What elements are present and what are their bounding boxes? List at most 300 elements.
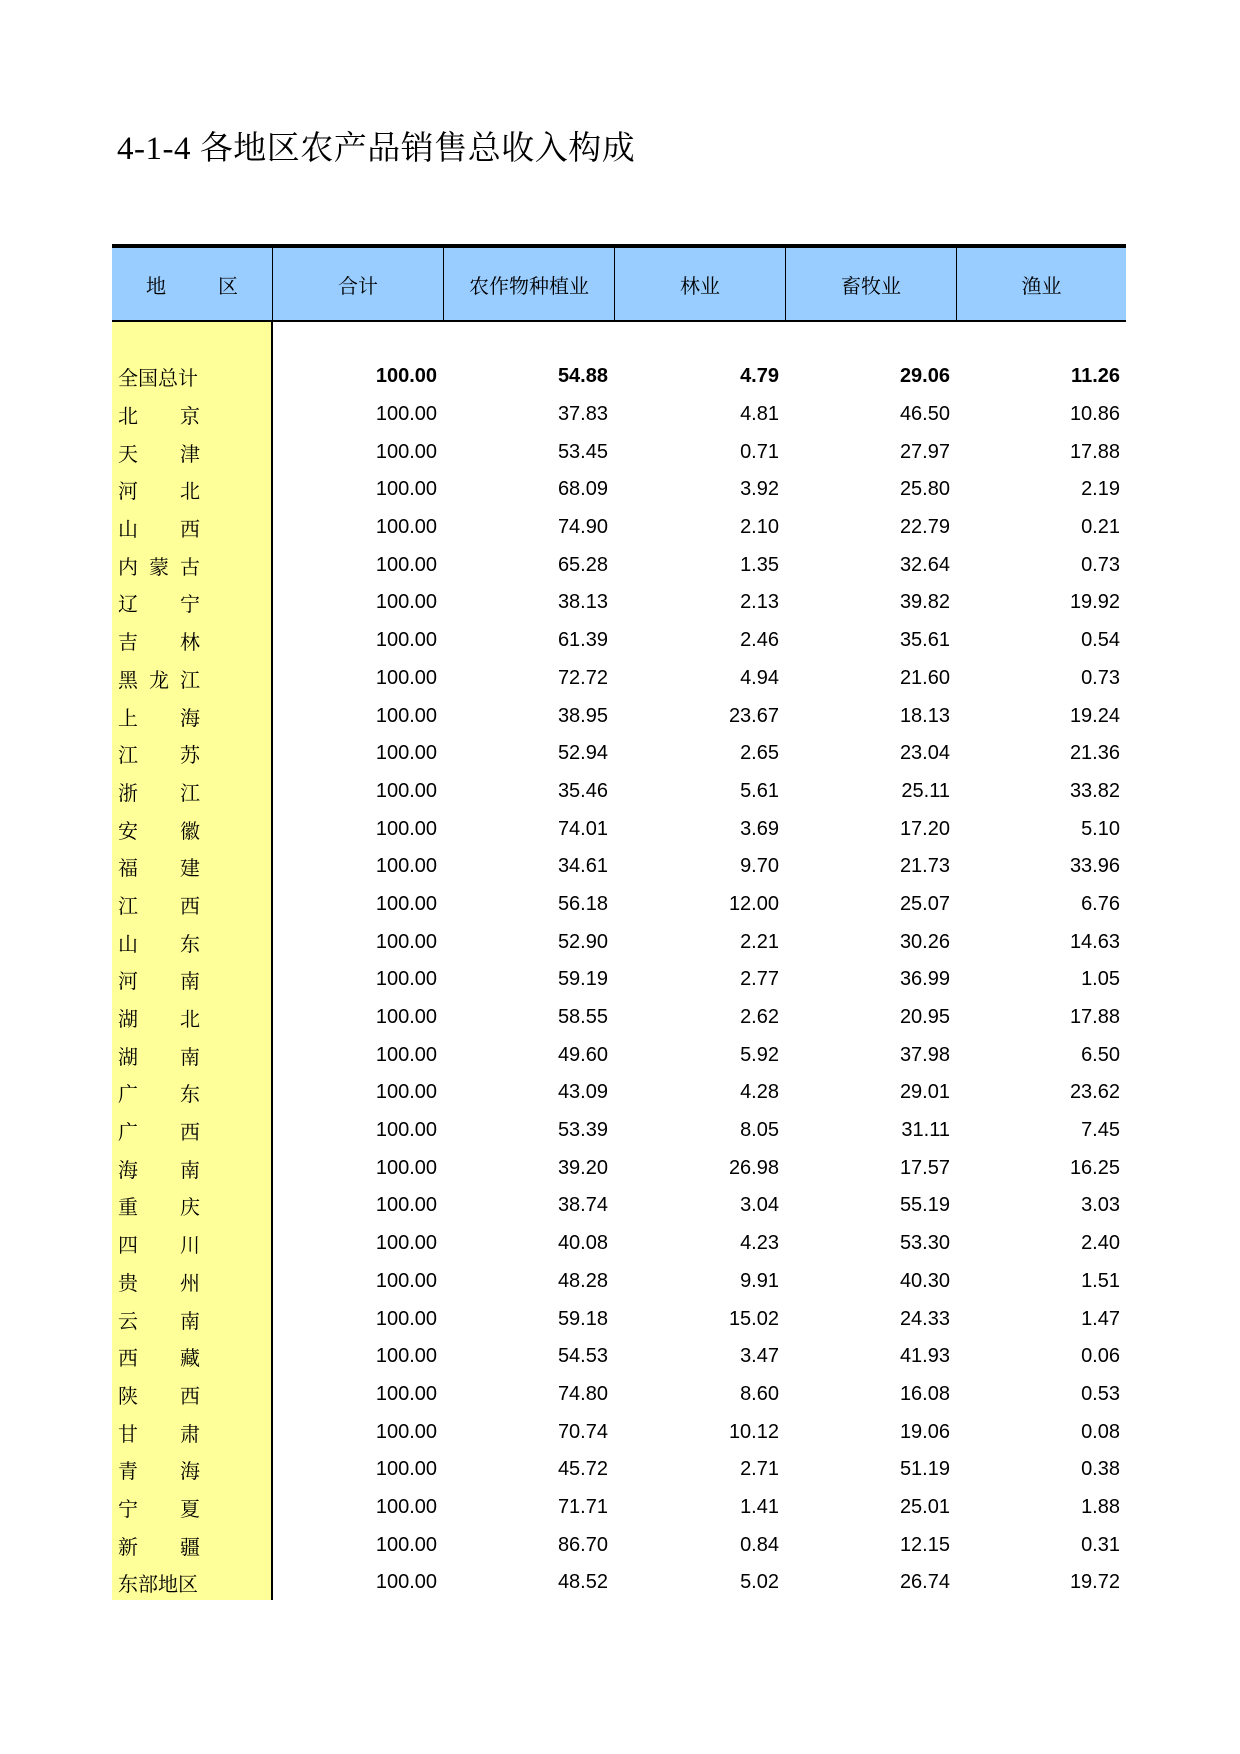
value-cell: 100.00 [375, 968, 437, 991]
value-cell: 2.40 [1081, 1232, 1120, 1255]
table-row [112, 660, 1126, 698]
region-name-spaced [118, 1267, 200, 1296]
value-cell: 19.24 [1069, 704, 1120, 727]
region-name-char: 古 [180, 554, 200, 579]
region-name [112, 1041, 272, 1070]
region-name [112, 626, 272, 655]
value-cell: 1.47 [1081, 1307, 1120, 1330]
value-cell: 4.23 [740, 1232, 779, 1255]
table-row [112, 1263, 1126, 1301]
value-cell: 20.95 [899, 1006, 950, 1029]
value-cell: 0.73 [1081, 666, 1120, 689]
value-cell: 5.61 [740, 779, 779, 802]
value-cell: 10.12 [728, 1420, 779, 1443]
value-cell: 72.72 [557, 666, 608, 689]
region-name-char: 重 [118, 1195, 138, 1220]
value-cell: 56.18 [557, 892, 608, 915]
region-name-char: 内 [118, 554, 138, 579]
value-cell: 100.00 [375, 1533, 437, 1556]
value-cell: 54.88 [557, 365, 608, 388]
region-name-spaced [118, 739, 200, 768]
value-cell: 0.73 [1081, 553, 1120, 576]
region-name-spaced [118, 1342, 200, 1371]
value-cell: 74.90 [557, 516, 608, 539]
value-cell: 5.92 [740, 1043, 779, 1066]
table-row [112, 1300, 1126, 1338]
table-row [112, 1451, 1126, 1489]
region-name-char: 湖 [118, 1044, 138, 1069]
value-cell: 0.21 [1081, 516, 1120, 539]
value-cell: 17.88 [1069, 440, 1120, 463]
table-body [112, 322, 1126, 1602]
table-row [112, 1149, 1126, 1187]
region-name-spaced [118, 965, 200, 994]
table-row [112, 1112, 1126, 1150]
value-cell: 100.00 [375, 1006, 437, 1029]
table-row [112, 961, 1126, 999]
region-name [112, 362, 272, 391]
region-name-spaced [118, 1493, 200, 1522]
value-cell: 100.00 [375, 1043, 437, 1066]
value-cell: 18.13 [899, 704, 950, 727]
region-name [112, 890, 272, 919]
value-cell: 33.96 [1069, 855, 1120, 878]
region-name [112, 588, 272, 617]
table-row [112, 923, 1126, 961]
value-cell: 29.01 [899, 1081, 950, 1104]
region-name-char: 河 [118, 969, 138, 994]
table-row [112, 1413, 1126, 1451]
value-cell: 17.88 [1069, 1006, 1120, 1029]
value-cell: 15.02 [728, 1307, 779, 1330]
region-name-text: 东部地区 [118, 1572, 198, 1597]
region-name [112, 965, 272, 994]
table-row [112, 1376, 1126, 1414]
value-cell: 23.04 [899, 742, 950, 765]
table-row [112, 886, 1126, 924]
region-name-char: 辽 [118, 592, 138, 617]
header-total: 合计 [272, 248, 443, 320]
table-row [112, 999, 1126, 1037]
region-name-char: 西 [180, 517, 200, 542]
value-cell: 100.00 [375, 779, 437, 802]
region-name-spaced [118, 1078, 200, 1107]
region-name-char: 京 [180, 404, 200, 429]
value-cell: 31.11 [901, 1119, 950, 1142]
value-cell: 100.00 [375, 553, 437, 576]
region-name-char: 南 [180, 1308, 200, 1333]
value-cell: 48.52 [557, 1571, 608, 1594]
region-name-spaced [118, 777, 200, 806]
region-name-char: 陕 [118, 1383, 138, 1408]
value-cell: 100.00 [375, 1382, 437, 1405]
header-region-char-2: 区 [218, 273, 238, 298]
value-cell: 58.55 [557, 1006, 608, 1029]
region-name-char: 疆 [180, 1534, 200, 1559]
table-rows [112, 322, 1126, 1602]
region-name [112, 1531, 272, 1560]
region-name-text: 全国总计 [118, 366, 198, 391]
value-cell: 2.10 [740, 516, 779, 539]
region-name-char: 甘 [118, 1421, 138, 1446]
region-name-char: 江 [118, 893, 138, 918]
value-cell: 36.99 [899, 968, 950, 991]
value-cell: 100.00 [375, 403, 437, 426]
value-cell: 100.00 [375, 1081, 437, 1104]
region-name-char: 湖 [118, 1007, 138, 1032]
table-row [112, 1225, 1126, 1263]
region-name-char: 南 [180, 1044, 200, 1069]
value-cell: 3.92 [740, 478, 779, 501]
table-row [112, 1187, 1126, 1225]
value-cell: 53.39 [557, 1119, 608, 1142]
region-name-char: 州 [180, 1270, 200, 1295]
region-name-spaced [118, 1191, 200, 1220]
value-cell: 100.00 [375, 742, 437, 765]
region-name-char: 福 [118, 856, 138, 881]
region-name [112, 928, 272, 957]
value-cell: 33.82 [1069, 779, 1120, 802]
value-cell: 16.08 [899, 1382, 950, 1405]
value-cell: 0.54 [1081, 629, 1120, 652]
value-cell: 8.05 [740, 1119, 779, 1142]
value-cell: 74.01 [557, 817, 608, 840]
value-cell: 2.62 [740, 1006, 779, 1029]
region-name-char: 蒙 [149, 554, 169, 579]
region-name-char: 江 [180, 667, 200, 692]
value-cell: 1.35 [740, 553, 779, 576]
region-name-char: 浙 [118, 780, 138, 805]
table-row [112, 509, 1126, 547]
region-name [112, 1078, 272, 1107]
region-name-spaced [118, 1229, 200, 1258]
value-cell: 12.15 [899, 1533, 950, 1556]
table-row [112, 1526, 1126, 1564]
value-cell: 0.84 [740, 1533, 779, 1556]
region-name-char: 广 [118, 1082, 138, 1107]
value-cell: 32.64 [899, 553, 950, 576]
value-cell: 0.71 [740, 440, 779, 463]
value-cell: 2.21 [740, 930, 779, 953]
value-cell: 59.19 [557, 968, 608, 991]
value-cell: 100.00 [375, 1571, 437, 1594]
value-cell: 21.60 [899, 666, 950, 689]
region-name-spaced [118, 1531, 200, 1560]
value-cell: 61.39 [557, 629, 608, 652]
value-cell: 27.97 [899, 440, 950, 463]
value-cell: 49.60 [557, 1043, 608, 1066]
region-name-char: 建 [180, 856, 200, 881]
value-cell: 74.80 [557, 1382, 608, 1405]
table-row [112, 433, 1126, 471]
value-cell: 26.74 [899, 1571, 950, 1594]
region-name-char: 吉 [118, 630, 138, 655]
header-region-char-1: 地 [146, 273, 166, 298]
region-name-char: 安 [118, 818, 138, 843]
value-cell: 19.92 [1069, 591, 1120, 614]
region-name-char: 东 [180, 1082, 200, 1107]
region-name [112, 1418, 272, 1447]
region-name [112, 1568, 272, 1597]
region-name-char: 上 [118, 705, 138, 730]
region-name-spaced [118, 1116, 200, 1145]
value-cell: 37.98 [899, 1043, 950, 1066]
value-cell: 4.94 [740, 666, 779, 689]
value-cell: 5.02 [740, 1571, 779, 1594]
region-name-char: 海 [118, 1157, 138, 1182]
value-cell: 100.00 [375, 1232, 437, 1255]
value-cell: 52.94 [557, 742, 608, 765]
region-name-char: 青 [118, 1459, 138, 1484]
value-cell: 100.00 [375, 1345, 437, 1368]
region-name [112, 815, 272, 844]
region-name [112, 1229, 272, 1258]
value-cell: 2.71 [740, 1458, 779, 1481]
region-name-spaced [118, 1154, 200, 1183]
region-name-char: 夏 [180, 1496, 200, 1521]
region-name-spaced [118, 551, 200, 580]
value-cell: 45.72 [557, 1458, 608, 1481]
region-name [112, 400, 272, 429]
value-cell: 37.83 [557, 403, 608, 426]
region-name-spaced [118, 1003, 200, 1032]
value-cell: 23.62 [1069, 1081, 1120, 1104]
value-cell: 2.77 [740, 968, 779, 991]
value-cell: 0.08 [1081, 1420, 1120, 1443]
value-cell: 38.13 [557, 591, 608, 614]
region-name [112, 739, 272, 768]
value-cell: 1.05 [1081, 968, 1120, 991]
value-cell: 2.46 [740, 629, 779, 652]
value-cell: 0.38 [1081, 1458, 1120, 1481]
table-row [112, 622, 1126, 660]
region-name-char: 龙 [149, 667, 169, 692]
table-row [112, 546, 1126, 584]
value-cell: 3.69 [740, 817, 779, 840]
region-name-spaced [118, 513, 200, 542]
value-cell: 53.45 [557, 440, 608, 463]
value-cell: 52.90 [557, 930, 608, 953]
value-cell: 22.79 [899, 516, 950, 539]
region-name-char: 北 [118, 404, 138, 429]
region-name [112, 1154, 272, 1183]
value-cell: 12.00 [728, 892, 779, 915]
region-name-char: 川 [180, 1233, 200, 1258]
region-name-spaced [118, 890, 200, 919]
region-name-spaced [118, 1455, 200, 1484]
value-cell: 54.53 [557, 1345, 608, 1368]
region-name-char: 徽 [180, 818, 200, 843]
region-name-char: 南 [180, 969, 200, 994]
value-cell: 10.86 [1069, 403, 1120, 426]
region-name-spaced [118, 815, 200, 844]
region-name-char: 山 [118, 517, 138, 542]
value-cell: 100.00 [375, 1495, 437, 1518]
value-cell: 9.91 [740, 1269, 779, 1292]
table-row [112, 396, 1126, 434]
region-name-char: 西 [180, 1383, 200, 1408]
region-name-char: 黑 [118, 667, 138, 692]
value-cell: 100.00 [375, 855, 437, 878]
region-name-spaced [118, 1380, 200, 1409]
value-cell: 34.61 [557, 855, 608, 878]
region-name-char: 西 [180, 1120, 200, 1145]
value-cell: 16.25 [1069, 1156, 1120, 1179]
page-title: 4-1-4 各地区农产品销售总收入构成 [117, 131, 636, 167]
region-name-spaced [118, 588, 200, 617]
region-name-spaced [118, 852, 200, 881]
table-row [112, 848, 1126, 886]
region-name-char: 海 [180, 1459, 200, 1484]
value-cell: 35.46 [557, 779, 608, 802]
value-cell: 3.47 [740, 1345, 779, 1368]
value-cell: 1.41 [740, 1495, 779, 1518]
region-name-spaced [118, 928, 200, 957]
value-cell: 17.20 [899, 817, 950, 840]
region-name-char: 东 [180, 931, 200, 956]
region-name [112, 1267, 272, 1296]
value-cell: 4.81 [740, 403, 779, 426]
value-cell: 0.53 [1081, 1382, 1120, 1405]
value-cell: 24.33 [899, 1307, 950, 1330]
value-cell: 100.00 [375, 1458, 437, 1481]
region-name-char: 江 [180, 780, 200, 805]
table-row [112, 697, 1126, 735]
value-cell: 65.28 [557, 553, 608, 576]
data-table [112, 244, 1126, 1602]
value-cell: 25.07 [899, 892, 950, 915]
region-name-spaced [118, 1041, 200, 1070]
region-name-char: 四 [118, 1233, 138, 1258]
value-cell: 68.09 [557, 478, 608, 501]
region-name-char: 广 [118, 1120, 138, 1145]
region-name-char: 山 [118, 931, 138, 956]
table-row [112, 773, 1126, 811]
value-cell: 26.98 [728, 1156, 779, 1179]
region-name-spaced [118, 626, 200, 655]
table-row [112, 810, 1126, 848]
value-cell: 100.00 [375, 629, 437, 652]
value-cell: 25.11 [901, 779, 950, 802]
value-cell: 46.50 [899, 403, 950, 426]
table-row [112, 471, 1126, 509]
value-cell: 11.26 [1071, 365, 1120, 388]
value-cell: 38.95 [557, 704, 608, 727]
value-cell: 0.06 [1081, 1345, 1120, 1368]
value-cell: 100.00 [375, 1156, 437, 1179]
table-header [112, 248, 1126, 322]
value-cell: 100.00 [375, 365, 437, 388]
region-name [112, 1455, 272, 1484]
value-cell: 59.18 [557, 1307, 608, 1330]
value-cell: 2.19 [1081, 478, 1120, 501]
value-cell: 100.00 [375, 1420, 437, 1443]
value-cell: 6.50 [1081, 1043, 1120, 1066]
value-cell: 17.57 [899, 1156, 950, 1179]
header-animal-husbandry: 畜牧业 [785, 248, 956, 320]
table-row [112, 1338, 1126, 1376]
region-name-char: 云 [118, 1308, 138, 1333]
value-cell: 30.26 [899, 930, 950, 953]
value-cell: 100.00 [375, 516, 437, 539]
region-name-char: 南 [180, 1157, 200, 1182]
table-row [112, 1036, 1126, 1074]
region-name-spaced [118, 400, 200, 429]
region-name-char: 江 [118, 743, 138, 768]
value-cell: 100.00 [375, 930, 437, 953]
value-cell: 100.00 [375, 1307, 437, 1330]
value-cell: 19.72 [1069, 1571, 1120, 1594]
value-cell: 70.74 [557, 1420, 608, 1443]
region-name-char: 天 [118, 441, 138, 466]
value-cell: 39.20 [557, 1156, 608, 1179]
value-cell: 25.01 [899, 1495, 950, 1518]
value-cell: 38.74 [557, 1194, 608, 1217]
value-cell: 8.60 [740, 1382, 779, 1405]
table-row [112, 1564, 1126, 1602]
value-cell: 40.30 [899, 1269, 950, 1292]
value-cell: 21.36 [1069, 742, 1120, 765]
value-cell: 5.10 [1081, 817, 1120, 840]
value-cell: 3.03 [1081, 1194, 1120, 1217]
value-cell: 86.70 [557, 1533, 608, 1556]
region-name-spaced [118, 1418, 200, 1447]
header-fishery: 渔业 [956, 248, 1126, 320]
region-name-spaced [118, 1305, 200, 1334]
region-name-char: 西 [118, 1346, 138, 1371]
value-cell: 53.30 [899, 1232, 950, 1255]
value-cell: 43.09 [557, 1081, 608, 1104]
region-name [112, 475, 272, 504]
value-cell: 19.06 [899, 1420, 950, 1443]
value-cell: 100.00 [375, 1269, 437, 1292]
value-cell: 14.63 [1069, 930, 1120, 953]
region-name-spaced [118, 475, 200, 504]
value-cell: 23.67 [728, 704, 779, 727]
value-cell: 4.28 [740, 1081, 779, 1104]
value-cell: 2.13 [740, 591, 779, 614]
header-region [112, 248, 272, 320]
region-name [112, 852, 272, 881]
region-name [112, 702, 272, 731]
table-row [112, 584, 1126, 622]
value-cell: 0.31 [1081, 1533, 1120, 1556]
region-name-char: 北 [180, 1007, 200, 1032]
region-name-spaced [118, 438, 200, 467]
value-cell: 2.65 [740, 742, 779, 765]
region-name-char: 津 [180, 441, 200, 466]
value-cell: 1.51 [1081, 1269, 1120, 1292]
region-name-char: 苏 [180, 743, 200, 768]
header-forestry: 林业 [614, 248, 785, 320]
region-name [112, 777, 272, 806]
table-row [112, 358, 1126, 396]
region-name [112, 1305, 272, 1334]
table-row [112, 1489, 1126, 1527]
table-row [112, 735, 1126, 773]
region-name [112, 1116, 272, 1145]
region-name-char: 北 [180, 479, 200, 504]
region-name-char: 西 [180, 893, 200, 918]
region-name [112, 1493, 272, 1522]
value-cell: 9.70 [740, 855, 779, 878]
region-name [112, 551, 272, 580]
region-name-char: 新 [118, 1534, 138, 1559]
value-cell: 1.88 [1081, 1495, 1120, 1518]
region-name-char: 肃 [180, 1421, 200, 1446]
value-cell: 40.08 [557, 1232, 608, 1255]
value-cell: 51.19 [899, 1458, 950, 1481]
